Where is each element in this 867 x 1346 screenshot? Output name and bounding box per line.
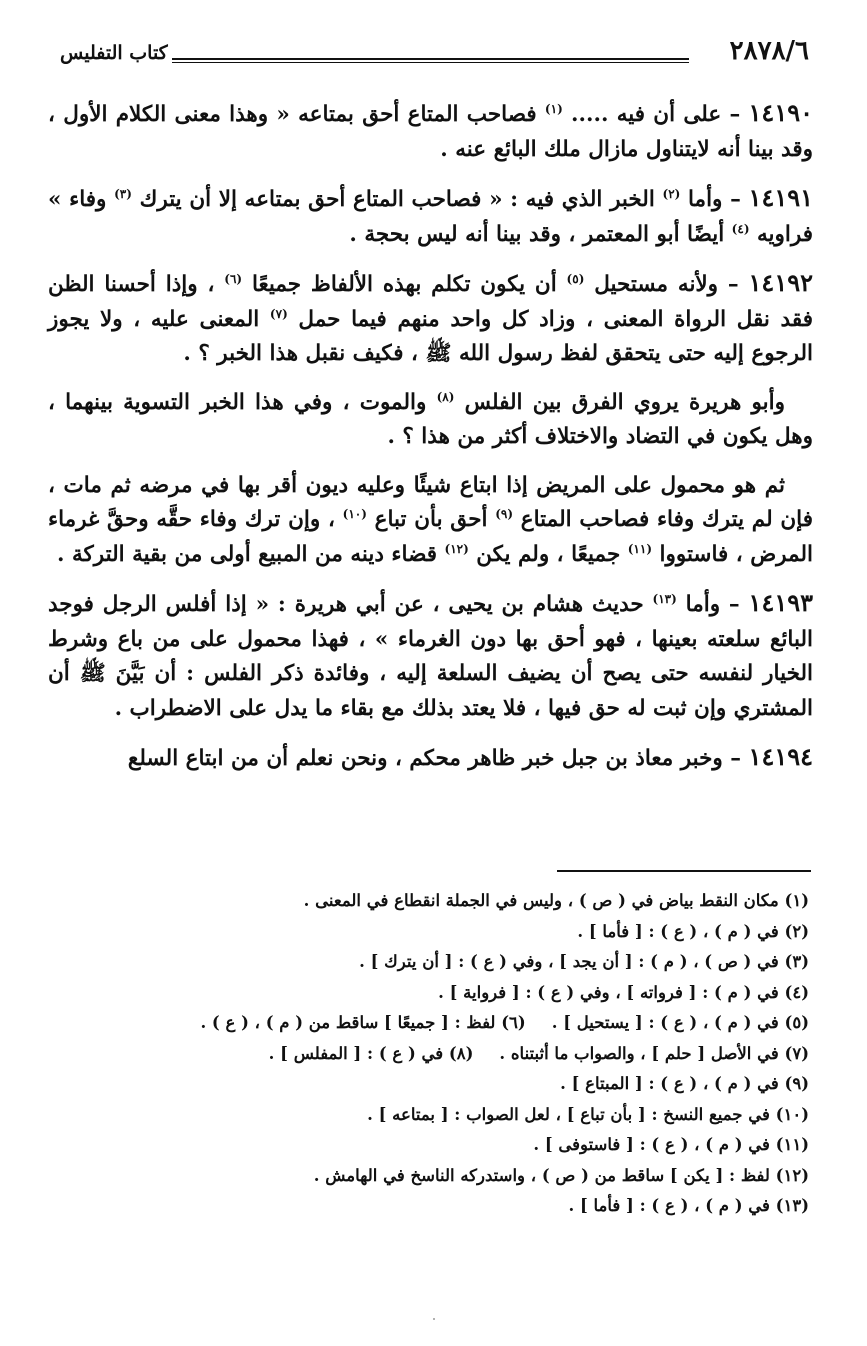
text-segment: فصاحب المتاع أحق بمتاعه « وهذا معنى الكلام الأول ، وقد بينا أنه لايتناول مازال ملك البائع عنه . [48,102,813,162]
footnote-11: (١١) في ( م ) ، ( ع ) : [ فاستوفى ] . [533,1135,809,1154]
text-segment: ، وإذا أحسنا الظن فقد نقل الرواة المعنى ، وزاد كل واحد منهم فيما حمل [48,272,813,332]
footnote-row [50,1039,809,1070]
paragraph-14193 [48,586,813,726]
text-segment: – ولأنه مستحيل [584,272,739,297]
header-rule [172,58,689,63]
footnote-ref: (٥) [566,272,585,286]
page-number: ٢٨٧٨/٦ [729,36,809,66]
footnote-ref: (٩) [495,507,514,521]
text-segment: جميعًا ، ولم يكن [468,541,628,567]
book-title: كتاب التفليس [60,42,168,64]
text-segment: أيضًا أبو المعتمر ، وقد بينا أنه ليس بحجة . [349,221,732,247]
paragraph-14191 [48,181,813,252]
paragraph-number: ١٤١٩١ [748,183,813,212]
footnote-6: (٦) لفظ : [ جميعًا ] ساقط من ( م ) ، ( ع ) . [200,1013,526,1032]
footnote-1: (١) مكان النقط بياض في ( ص ) ، وليس في الجملة انقطاع في المعنى . [303,891,809,910]
footnote-3: (٣) في ( ص ) ، ( م ) : [ أن يجد ] ، وفي ( ع ) : [ أن يترك ] . [359,952,809,971]
footnote-2: (٢) في ( م ) ، ( ع ) : [ فأما ] . [577,921,809,941]
paragraph-14194 [48,740,813,777]
text-segment: والموت ، وفي هذا الخبر التسوية بينهما ، وهل يكون في التضاد والاختلاف أكثر من هذا ؟ . [48,389,813,449]
text-segment: حديث هشام بن يحيى ، عن أبي هريرة : « إذا أفلس الرجل فوجد البائع سلعته بعينها ، فهو أحق بها دون الغرماء » ، فهذا محمول على من باع وشرط الخيار لنفسه حتى يصح أن يضيف السلعة إليه ، وفائدة ذكر الفلس : أن بَيَّنَ ﷺ أن المشتري وإن ثبت له حق فيها ، فلا يعتد بذلك مع بقاء ما يدل على الاضطراب . [48,592,813,721]
text-segment: أحق بأن تباع [366,507,496,532]
page-header [60,36,809,76]
footnote-ref: (٤) [731,221,750,236]
paragraph-number: ١٤١٩٠ [748,98,813,127]
footnote-ref: (٧) [269,306,288,321]
scan-speck [433,1318,435,1320]
paragraph-14190 [48,96,813,167]
main-text [48,96,813,791]
text-segment: أن يكون تكلم بهذه الألفاظ جميعًا [242,272,567,297]
text-segment: – على أن فيه ..... [562,102,741,127]
footnotes [50,886,809,1222]
footnote-10: (١٠) في جميع النسخ : [ بأن تباع ] ، لعل الصواب : [ بمتاعه ] . [367,1104,809,1124]
footnote-ref: (١٣) [652,592,677,606]
text-segment: – وأما [680,187,741,212]
text-segment: قضاء دينه من المبيع أولى من بقية التركة . [57,541,445,567]
paragraph-14192 [48,266,813,372]
paragraph-number: ١٤١٩٢ [748,268,813,297]
footnote-ref: (١١) [627,541,652,556]
text-segment: ، وإن ترك وفاء حقَّه وحقَّ غرماء المرض ، فاستووا [48,507,813,567]
text-segment: – وأما [676,592,740,617]
paragraph-number: ١٤١٩٣ [748,588,813,617]
footnote-row [50,1008,809,1039]
footnote-13: (١٣) في ( م ) ، ( ع ) : [ فأما ] . [568,1196,809,1215]
footnote-ref: (٨) [436,389,455,404]
paragraph-continuation [48,469,813,573]
footnote-7: (٧) في الأصل [ حلم ] ، والصواب ما أثبتناه . [499,1043,809,1063]
text-segment: – وخبر معاذ بن جبل خبر ظاهر محكم ، ونحن نعلم أن من ابتاع السلع [127,746,742,771]
footnote-separator [557,870,811,872]
footnote-4: (٤) في ( م ) : [ فرواته ] ، وفي ( ع ) : [ فرواية ] . [438,982,809,1002]
footnote-12: (١٢) لفظ : [ يكن ] ساقط من ( ص ) ، واستدركه الناسخ في الهامش . [313,1165,809,1185]
text-segment: المعنى عليه ، ولا يجوز الرجوع إليه حتى يتحقق لفظ رسول الله ﷺ ، فكيف نقبل هذا الخبر ؟ . [48,306,813,366]
footnote-8: (٨) في ( ع ) : [ المفلس ] . [268,1043,474,1063]
text-segment: ثم هو محمول على المريض إذا ابتاع شيئًا وعليه ديون أقر بها في مرضه ثم مات ، فإن لم يترك وفاء فصاحب المتاع [48,472,813,532]
paragraph-number: ١٤١٩٤ [748,742,813,771]
text-segment: وأبو هريرة يروي الفرق بين الفلس [454,389,785,415]
footnote-ref: (٢) [662,187,681,201]
text-segment: وفاء » فراويه [48,187,813,247]
footnote-ref: (٦) [224,272,243,286]
paragraph-continuation [48,386,813,455]
footnote-ref: (٣) [114,187,132,201]
footnote-ref: (١) [544,102,563,116]
footnote-ref: (١٢) [444,541,469,556]
footnote-9: (٩) في ( م ) ، ( ع ) : [ المبتاع ] . [560,1074,809,1093]
footnote-ref: (١٠) [342,507,367,521]
text-segment: الخبر الذي فيه : « فصاحب المتاع أحق بمتاعه إلا أن يترك [131,187,663,212]
footnote-5: (٥) في ( م ) ، ( ع ) : [ يستحيل ] . [551,1013,809,1032]
